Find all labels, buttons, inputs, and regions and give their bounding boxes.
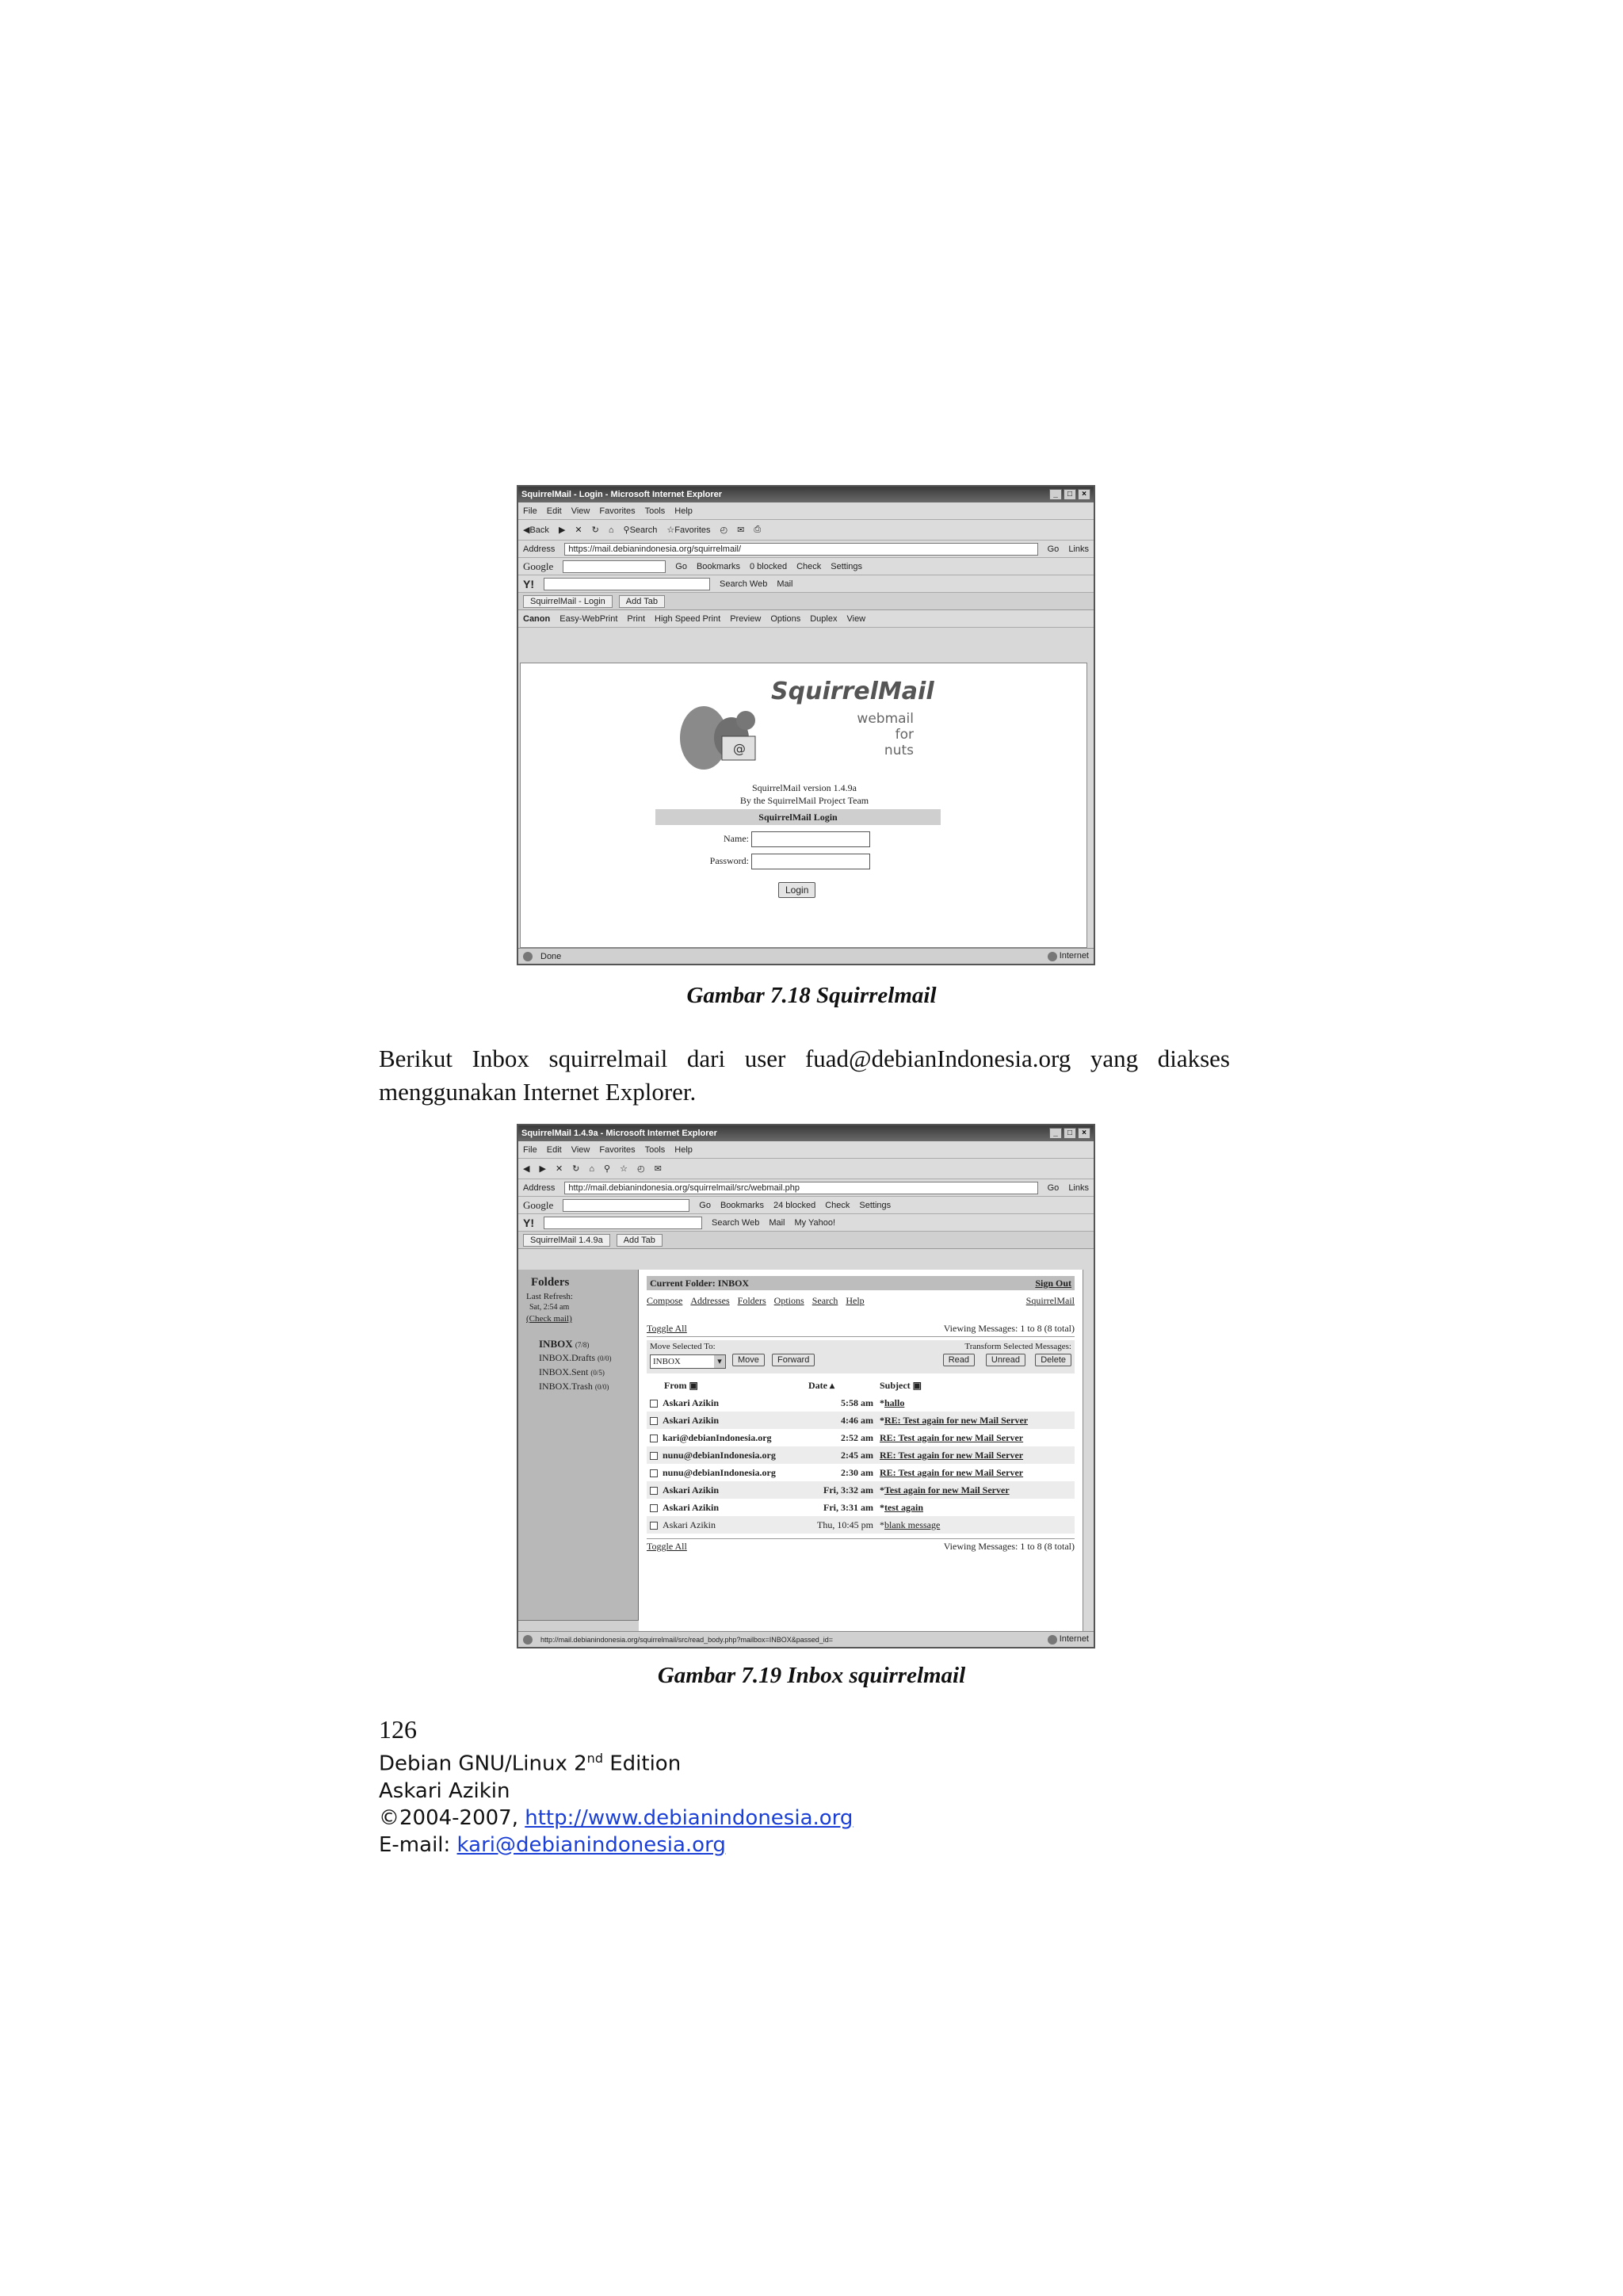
links-button[interactable]: Links xyxy=(1068,1182,1089,1193)
inbox-screenshot xyxy=(517,1124,1095,1648)
address-input[interactable]: http://mail.debianindonesia.org/squirrelmail/src/webmail.php xyxy=(564,1182,1037,1194)
yahoo-my-yahoo[interactable]: My Yahoo! xyxy=(794,1217,836,1228)
status-text: Done xyxy=(540,951,562,961)
horizontal-scrollbar[interactable] xyxy=(518,1620,639,1631)
chevron-down-icon: ▾ xyxy=(714,1355,725,1368)
password-row xyxy=(695,854,870,869)
back-icon[interactable]: ◀ xyxy=(523,1164,530,1174)
login-page xyxy=(520,663,1087,948)
message-subject-link[interactable]: Test again for new Mail Server xyxy=(884,1484,1010,1496)
folder-select[interactable]: INBOX ▾ xyxy=(650,1354,726,1369)
action-box xyxy=(647,1340,1075,1373)
yahoo-search-input[interactable] xyxy=(544,1217,702,1229)
refresh-time: Sat, 2:54 am xyxy=(529,1303,570,1312)
login-header: SquirrelMail Login xyxy=(655,809,941,825)
search-icon: ⚲ xyxy=(623,525,630,535)
google-blocked[interactable]: 0 blocked xyxy=(750,561,788,571)
zone-indicator: Internet xyxy=(1048,951,1089,961)
email-line: E-mail: kari@debianindonesia.org xyxy=(379,1832,726,1857)
row-checkbox[interactable] xyxy=(650,1417,658,1425)
mail-icon[interactable]: ✉ xyxy=(654,1164,662,1174)
version-text: SquirrelMail version 1.4.9a xyxy=(752,782,857,793)
refresh-icon[interactable]: ↻ xyxy=(591,525,599,535)
stop-icon[interactable]: ✕ xyxy=(575,525,582,535)
vertical-scrollbar[interactable] xyxy=(1083,1270,1094,1631)
table-row[interactable]: nunu@debianIndonesia.org 2:45 am RE: Test again for new Mail Server xyxy=(647,1446,1075,1464)
email-link[interactable]: kari@debianindonesia.org xyxy=(456,1832,726,1857)
standard-toolbar xyxy=(518,1159,1094,1179)
inbox-content xyxy=(647,1276,1075,1553)
address-label: Address xyxy=(523,1182,556,1193)
folder-item-sent[interactable]: INBOX.Sent (0/5) xyxy=(539,1366,605,1377)
logo-tagline: webmail for nuts xyxy=(857,711,914,758)
duplex-button[interactable]: Duplex xyxy=(810,613,838,624)
mail-icon[interactable]: ✉ xyxy=(737,525,745,535)
tab-squirrelmail[interactable]: SquirrelMail 1.4.9a xyxy=(523,1234,610,1247)
go-button[interactable]: Go xyxy=(1047,1182,1060,1193)
address-bar xyxy=(518,1179,1094,1197)
help-link[interactable]: Help xyxy=(846,1295,865,1306)
menu-edit[interactable]: Edit xyxy=(546,506,562,516)
preview-button[interactable]: Preview xyxy=(730,613,762,624)
google-logo: Google xyxy=(523,560,554,572)
sign-out-link[interactable]: Sign Out xyxy=(1035,1277,1071,1289)
google-bookmarks[interactable]: Bookmarks xyxy=(696,561,740,571)
yahoo-mail[interactable]: Mail xyxy=(769,1217,785,1228)
team-text: By the SquirrelMail Project Team xyxy=(739,795,869,806)
folder-item-drafts[interactable]: INBOX.Drafts (0/0) xyxy=(539,1352,612,1363)
zone-indicator: Internet xyxy=(1048,1634,1089,1644)
book-title: Debian GNU/Linux 2nd Edition xyxy=(379,1751,682,1776)
globe-icon xyxy=(1048,1635,1057,1645)
delete-button[interactable]: Delete xyxy=(1035,1354,1071,1366)
home-icon[interactable]: ⌂ xyxy=(589,1163,595,1174)
yahoo-search-web[interactable]: Search Web xyxy=(720,579,768,589)
menu-bar xyxy=(518,502,1094,520)
message-table-header xyxy=(647,1377,1075,1394)
addresses-link[interactable]: Addresses xyxy=(690,1295,730,1306)
table-row[interactable]: Askari Azikin 4:46 am *RE: Test again for new Mail Server xyxy=(647,1412,1075,1429)
col-subject[interactable]: Subject ▣ xyxy=(880,1379,922,1391)
print-icon[interactable]: ⎙ xyxy=(754,525,762,534)
folders-pane xyxy=(518,1270,639,1631)
forward-icon[interactable]: ▶ xyxy=(558,525,566,535)
high-speed-print-button[interactable]: High Speed Print xyxy=(655,613,721,624)
window-title: SquirrelMail 1.4.9a - Microsoft Internet Explorer xyxy=(521,1129,717,1138)
view-button[interactable]: View xyxy=(846,613,866,624)
easy-webprint[interactable]: Easy-WebPrint xyxy=(559,613,618,624)
tab-row xyxy=(518,593,1094,610)
google-bookmarks[interactable]: Bookmarks xyxy=(720,1200,764,1210)
minimize-icon[interactable]: _ xyxy=(1049,1128,1062,1139)
row-checkbox[interactable] xyxy=(650,1487,658,1495)
search-icon[interactable]: ⚲ xyxy=(604,1164,611,1174)
inbox-pane xyxy=(639,1270,1084,1631)
row-checkbox[interactable] xyxy=(650,1400,658,1408)
status-url: http://mail.debianindonesia.org/squirrelmail/src/read_body.php?mailbox=INBOX&passed_id= xyxy=(540,1635,834,1644)
close-icon[interactable]: × xyxy=(1078,489,1090,500)
menu-tools[interactable]: Tools xyxy=(644,1144,666,1155)
tab-squirrelmail-login[interactable]: SquirrelMail - Login xyxy=(523,595,613,608)
row-checkbox[interactable] xyxy=(650,1452,658,1460)
status-bar xyxy=(518,1631,1094,1647)
google-toolbar xyxy=(518,1197,1094,1214)
google-go[interactable]: Go xyxy=(675,561,687,571)
message-subject-link[interactable]: hallo xyxy=(884,1396,905,1408)
google-search-input[interactable] xyxy=(563,560,666,573)
svg-text:@: @ xyxy=(733,741,746,756)
print-button[interactable]: Print xyxy=(627,613,646,624)
current-folder-bar xyxy=(647,1276,1075,1290)
table-row[interactable]: nunu@debianIndonesia.org 2:30 am RE: Test again for new Mail Server xyxy=(647,1464,1075,1481)
google-toolbar xyxy=(518,558,1094,575)
menu-view[interactable]: View xyxy=(571,1144,590,1155)
transform-selected-label: Transform Selected Messages: xyxy=(964,1342,1071,1351)
stop-icon[interactable]: ✕ xyxy=(555,1164,563,1174)
viewing-messages-bottom: Viewing Messages: 1 to 8 (8 total) xyxy=(943,1541,1075,1552)
move-selected-label: Move Selected To: xyxy=(650,1342,716,1351)
name-label: Name: xyxy=(724,832,749,844)
copyright-line: ©2004-2007, http://www.debianindonesia.org xyxy=(379,1805,854,1830)
login-button[interactable]: Login xyxy=(778,882,815,898)
message-table xyxy=(647,1377,1075,1534)
google-logo: Google xyxy=(523,1198,554,1211)
window-titlebar xyxy=(518,1125,1094,1141)
address-bar xyxy=(518,541,1094,558)
row-checkbox[interactable] xyxy=(650,1522,658,1530)
address-input[interactable]: https://mail.debianindonesia.org/squirrelmail/ xyxy=(564,543,1037,556)
yahoo-mail[interactable]: Mail xyxy=(777,579,793,589)
move-button[interactable]: Move xyxy=(732,1354,765,1366)
yahoo-logo-icon: Y! xyxy=(523,577,534,590)
table-row[interactable]: Askari Azikin Fri, 3:32 am *Test again for new Mail Server xyxy=(647,1481,1075,1499)
yahoo-toolbar xyxy=(518,1214,1094,1232)
google-blocked[interactable]: 24 blocked xyxy=(773,1200,816,1210)
login-screenshot xyxy=(517,485,1095,965)
yahoo-logo-icon: Y! xyxy=(523,1216,534,1229)
menu-file[interactable]: File xyxy=(523,1144,537,1155)
yahoo-search-input[interactable] xyxy=(544,578,710,590)
forward-icon[interactable]: ▶ xyxy=(539,1164,546,1174)
table-row[interactable]: kari@debianIndonesia.org 2:52 am RE: Test again for new Mail Server xyxy=(647,1429,1075,1446)
menu-help[interactable]: Help xyxy=(674,506,693,516)
refresh-icon[interactable]: ↻ xyxy=(572,1164,580,1174)
author: Askari Azikin xyxy=(379,1778,510,1803)
google-check[interactable]: Check xyxy=(796,561,822,571)
row-checkbox[interactable] xyxy=(650,1469,658,1477)
window-title: SquirrelMail - Login - Microsoft Internet Explorer xyxy=(521,490,723,499)
window-titlebar xyxy=(518,487,1094,502)
menu-favorites[interactable]: Favorites xyxy=(599,1144,636,1155)
google-settings[interactable]: Settings xyxy=(859,1200,892,1210)
folder-item-inbox[interactable]: INBOX (7/8) xyxy=(539,1338,590,1350)
message-subject-link[interactable]: RE: Test again for new Mail Server xyxy=(880,1431,1024,1443)
status-bar xyxy=(518,948,1094,964)
message-subject-link[interactable]: RE: Test again for new Mail Server xyxy=(880,1466,1024,1478)
message-subject-link[interactable]: RE: Test again for new Mail Server xyxy=(884,1414,1029,1426)
message-subject-link[interactable]: test again xyxy=(884,1501,923,1513)
sort-icon: ▣ xyxy=(689,1379,698,1391)
star-icon: ☆ xyxy=(666,525,675,535)
options-button[interactable]: Options xyxy=(770,613,801,624)
page-number: 126 xyxy=(379,1715,417,1744)
maximize-icon[interactable]: □ xyxy=(1064,489,1076,500)
canon-toolbar xyxy=(518,610,1094,628)
links-button[interactable]: Links xyxy=(1068,544,1089,554)
history-icon[interactable]: ◴ xyxy=(636,1164,645,1174)
table-row[interactable]: Askari Azikin Thu, 10:45 pm *blank message xyxy=(647,1516,1075,1534)
menu-help[interactable]: Help xyxy=(674,1144,693,1155)
search-button[interactable]: ⚲Search xyxy=(623,525,658,535)
table-row[interactable]: Askari Azikin 5:58 am *hallo xyxy=(647,1394,1075,1412)
back-button[interactable]: ◀Back xyxy=(523,525,549,535)
unread-button[interactable]: Unread xyxy=(986,1354,1025,1366)
search-link[interactable]: Search xyxy=(812,1295,838,1306)
name-input[interactable] xyxy=(751,831,870,847)
menu-view[interactable]: View xyxy=(571,506,590,516)
folders-link[interactable]: Folders xyxy=(737,1295,766,1306)
folders-title: Folders xyxy=(531,1276,570,1289)
message-subject-link[interactable]: RE: Test again for new Mail Server xyxy=(880,1449,1024,1461)
google-check[interactable]: Check xyxy=(825,1200,850,1210)
col-from[interactable]: From ▣ xyxy=(664,1379,698,1391)
figure-caption-2: Gambar 7.19 Inbox squirrelmail xyxy=(657,1663,966,1688)
canon-logo: Canon xyxy=(523,613,551,624)
name-row xyxy=(695,831,870,847)
forward-button[interactable]: Forward xyxy=(772,1354,815,1366)
tab-row xyxy=(518,1232,1094,1249)
row-checkbox[interactable] xyxy=(650,1435,658,1442)
body-paragraph: Berikut Inbox squirrelmail dari user fuad@debianIndonesia.org yang diakses menggunakan Internet Explorer. xyxy=(379,1045,1230,1106)
squirrel-icon xyxy=(676,682,763,777)
home-icon[interactable]: ⌂ xyxy=(608,525,614,535)
viewing-messages: Viewing Messages: 1 to 8 (8 total) xyxy=(943,1323,1075,1334)
message-subject-link[interactable]: blank message xyxy=(884,1519,941,1530)
standard-toolbar xyxy=(518,520,1094,541)
list-toolbar-top xyxy=(647,1323,1075,1337)
menu-file[interactable]: File xyxy=(523,506,537,516)
options-link[interactable]: Options xyxy=(773,1295,804,1306)
history-icon[interactable]: ◴ xyxy=(720,525,728,535)
logo-title: SquirrelMail xyxy=(771,678,934,705)
favorites-button[interactable]: ☆Favorites xyxy=(666,525,711,535)
squirrelmail-logo xyxy=(676,674,934,777)
col-date[interactable]: Date ▴ xyxy=(808,1379,835,1391)
sort-asc-icon: ▴ xyxy=(830,1379,835,1391)
add-tab-button[interactable]: Add Tab xyxy=(617,1234,663,1247)
squirrelmail-link[interactable]: SquirrelMail xyxy=(1025,1295,1075,1306)
last-refresh-label: Last Refresh: xyxy=(526,1292,573,1301)
password-label: Password: xyxy=(709,854,749,866)
menu-bar xyxy=(518,1141,1094,1159)
yahoo-toolbar xyxy=(518,575,1094,593)
folder-item-trash[interactable]: INBOX.Trash (0/0) xyxy=(539,1381,609,1392)
ie-page-icon xyxy=(523,1635,533,1645)
current-folder: Current Folder: INBOX xyxy=(650,1277,750,1289)
close-icon[interactable]: × xyxy=(1078,1128,1090,1139)
check-mail-link[interactable]: (Check mail) xyxy=(526,1314,572,1324)
sort-icon: ▣ xyxy=(912,1379,922,1391)
figure-caption-1: Gambar 7.18 Squirrelmail xyxy=(686,983,937,1008)
star-icon[interactable]: ☆ xyxy=(620,1164,628,1174)
nav-links xyxy=(647,1295,1075,1307)
list-toolbar-bottom xyxy=(647,1538,1075,1553)
maximize-icon[interactable]: □ xyxy=(1064,1128,1076,1139)
ie-page-icon xyxy=(523,952,533,961)
menu-tools[interactable]: Tools xyxy=(644,506,666,516)
back-icon: ◀ xyxy=(523,525,530,535)
google-settings[interactable]: Settings xyxy=(831,561,863,571)
row-checkbox[interactable] xyxy=(650,1504,658,1512)
google-search-input[interactable] xyxy=(563,1199,689,1212)
read-button[interactable]: Read xyxy=(943,1354,975,1366)
add-tab-button[interactable]: Add Tab xyxy=(619,595,665,608)
password-input[interactable] xyxy=(751,854,870,869)
page-footer xyxy=(379,1713,1092,1859)
compose-link[interactable]: Compose xyxy=(647,1295,683,1306)
yahoo-search-web[interactable]: Search Web xyxy=(712,1217,760,1228)
toggle-all-link-bottom[interactable]: Toggle All xyxy=(647,1541,687,1552)
menu-edit[interactable]: Edit xyxy=(546,1144,562,1155)
menu-favorites[interactable]: Favorites xyxy=(599,506,636,516)
globe-icon xyxy=(1048,952,1057,961)
address-label: Address xyxy=(523,544,556,554)
website-link[interactable]: http://www.debianindonesia.org xyxy=(525,1805,854,1830)
toggle-all-link[interactable]: Toggle All xyxy=(647,1323,687,1334)
go-button[interactable]: Go xyxy=(1047,544,1060,554)
google-go[interactable]: Go xyxy=(699,1200,711,1210)
table-row[interactable]: Askari Azikin Fri, 3:31 am *test again xyxy=(647,1499,1075,1516)
minimize-icon[interactable]: _ xyxy=(1049,489,1062,500)
